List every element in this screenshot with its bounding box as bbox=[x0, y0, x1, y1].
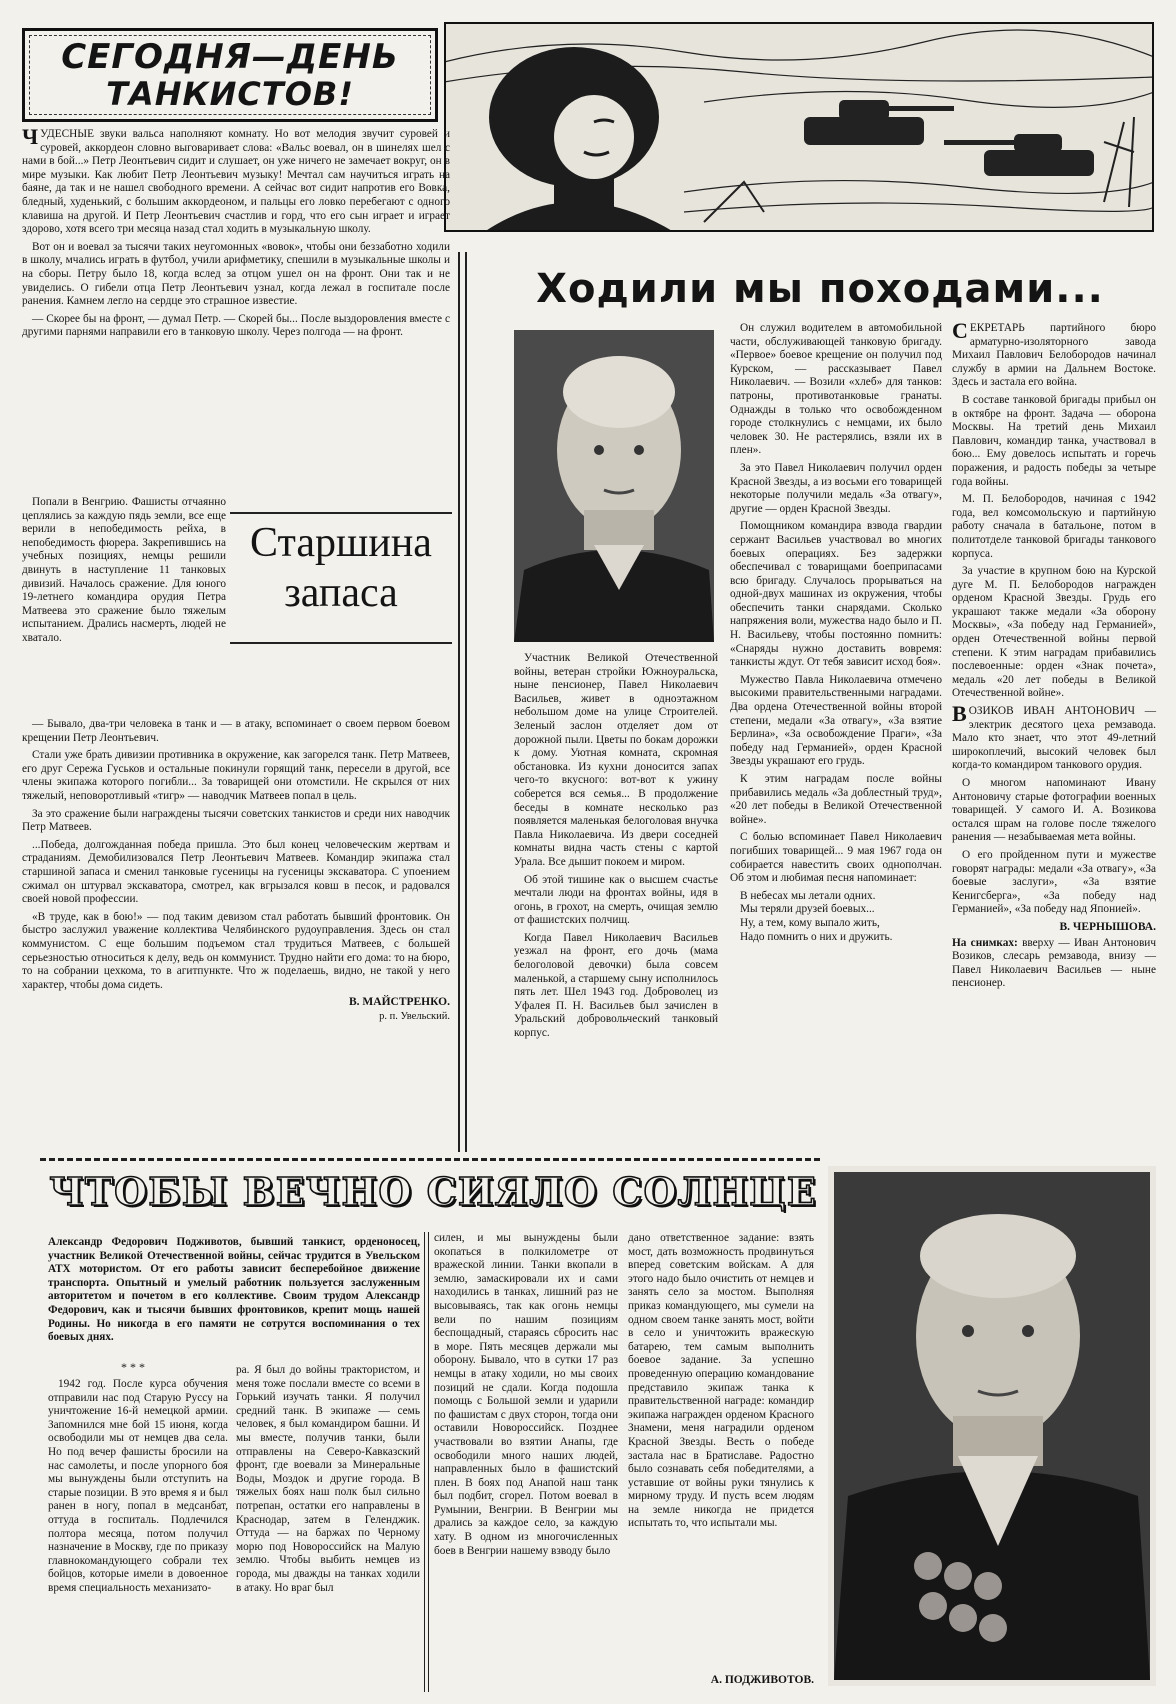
banner-line1: СЕГОДНЯ—ДЕНЬ bbox=[61, 37, 399, 77]
article2-paragraph: Помощником командира взвода гвардии сержант Васильев участвовал во многих боевых операциях. Без задержки обеспечивал с товарищами боеприпасами всю бригаду. Случалось прорываться на одной-двух машинах из окружения, чтобы обеспечить танки снарядами. Сколько напряжения воли, мужества надо было и П. Н. Васильеву, чтобы постоянно помнить: «Снаряды нужно доставить вовремя: танкисты ждут. От тебя зависит исход боя». bbox=[730, 520, 942, 669]
portrait-svg bbox=[514, 330, 714, 642]
article3-col3: силен, и мы вынуждены были окопаться в полкилометре от вражеской линии. Танки вкопали в землю, замаскировали их и сами находились в танках, лишний раз не высовываясь, так как огонь немцы вели по нашим позициям беспощадный, стараясь сбросить нас в море. Пять месяцев держали мы оборону. Бывало, что в сутки 17 раз немцы в атаку ходили, но мы своих позиций не сдали. Когда подошла помощь с Большой земли и ударили по фашистам с двух сторон, тогда они оставили Новороссийск. Позднее участвовали во взятии Анапы, где освободили много наших людей, направленных было в фашистский плен. В боях под Анапой наш танк был подбит, сгорел. Потом воевал в Румынии, Венгрии. В Венгрии мы дрались за каждое село, за каждую хату. В одном из многочисленных боев в Венгрии нашему взводу было bbox=[434, 1232, 618, 1557]
article2-author: В. ЧЕРНЫШОВА. bbox=[1059, 920, 1156, 933]
article2-paragraph: О многом напоминают Ивану Антоновичу старые фотографии военных товарищей. У самого И. А. Возикова остался шрам на голове после тяжелого ранения — незабываемая мета войны. bbox=[952, 777, 1156, 844]
article1-paragraph: — Бывало, два-три человека в танк и — в атаку, вспоминает о своем первом боевом крещении Петр Леонтьевич. bbox=[22, 718, 450, 744]
article3-col4: дано ответственное задание: взять мост, дать возможность продвинуться вперед советским войскам. А для этого надо было очистить от немцев и занять село за мостом. Выполняя приказ командующего, мы сумели на одном своем танке занять мост, войти в село и уничтожить вражескую батарею, тем самым выполнить боевое задание. За успешно проведенную операцию командование представило экипаж танка к правительственной награде: командир экипажа награжден орденом Красного Знамени, меня наградили орденом Красной Звезды. Весть о победе застала нас в Братиславе. Радостно было сознавать себя победителями, а уставшие от войны руки тянулись к мирному труду. И пусть всем людям на земле никогда не придется испытать то, что испытали мы. bbox=[628, 1232, 814, 1530]
column-divider bbox=[458, 252, 467, 1152]
portrait-svg bbox=[828, 1166, 1156, 1686]
article3-title: ЧТОБЫ ВЕЧНО СИЯЛО СОЛНЦЕ bbox=[49, 1169, 817, 1214]
article2-photo-note: На снимках: вверху — Иван Антонович Возиков, слесарь ремзавода, внизу — Павел Николаевич Васильев — ныне пенсионер. bbox=[952, 936, 1157, 990]
article1-body-lower bbox=[22, 718, 450, 1023]
article3-col1: 1942 год. После курса обучения отправили нас под Старую Руссу на уничтожение 16-й немецкой армии. Запомнился мне бой 15 июня, когда освободили мы от немцев два села. Но под вечер фашисты бросили на нас самолеты, и после упорного боя мы вынуждены были отступить на старые позиции. В это время я и был ранен в ногу, попал в медсанбат, оттуда в госпиталь. Подлечился полтора месяца, потом получил назначение в Москву, где по приказу главнокомандующего собрали тех бойцов, которые имели в довоенное время специальность механизато- bbox=[48, 1378, 228, 1594]
poem-line: Мы теряли друзей боевых... bbox=[740, 903, 875, 916]
drop-cap: Ч bbox=[22, 124, 39, 149]
article1-paragraph: ...Победа, долгожданная победа пришла. Это был конец человеческим жертвам и страданиям. Демобилизовался Петр Леонтьевич Матвеев. Командир экипажа стал старшиной запаса и сменил танковые гусеницы на гусеницы экскаватора. С упоением сжимал он штурвал экскаватора, смотрел, как вгрызался ковш в песок, и радовался своей новой профессии. bbox=[22, 838, 450, 906]
article2-paragraph: Мужество Павла Николаевича отмечено высокими правительственными наградами. Два ордена Отечественной войны второй степени, медали «За отвагу», «За взятие Берлина», «За освобождение Праги», «За победу над Германией», орден Красной Звезды украшают его грудь. bbox=[730, 673, 942, 768]
article1-paragraph: Стали уже брать дивизии противника в окружение, как загорелся танк. Петр Матвеев, его друг Сережа Гуськов и остальные покинули горящий танк, пересели в другой, все члены экипажа которого погибли... За товарищей они отомстили. Не скрылся от них тяжелый, неповоротливый «тигр» — наводчик Матвеев попал в цель. bbox=[22, 749, 450, 802]
poem-line: Надо помнить о них и дружить. bbox=[740, 930, 893, 943]
article2-poem bbox=[740, 890, 942, 944]
article2-col3 bbox=[952, 318, 1157, 995]
article2-col2 bbox=[730, 322, 942, 948]
section-divider bbox=[40, 1158, 820, 1161]
article2-paragraph: Когда Павел Николаевич Васильев уезжал на фронт, его дочь (мама белоголовой девочки) была совсем маленькой, а старшему сыну исполнилось пять лет. Шел 1943 год. Доброволец из Уфалея П. Н. Васильев был зачислен в Уральский добровольческий танковый корпус. bbox=[514, 931, 718, 1040]
article1-paragraph: «В труде, как в бою!» — под таким девизом стал работать бывший фронтовик. Он быстро заслужил уважение коллектива Челябинского рудоуправления. Здесь он стал коммунистом. С еще большим подъемом стал трудиться Матвеев, с большей серьезностью относиться к делу, ведь он коммунист. Трудно найти его дома: то на бюро, то на собрании цехкома, то в агитпункте. Что ж поделаешь, видно, не такой у него характер, чтобы дома сидеть. bbox=[22, 910, 450, 991]
article2-paragraph: СЕКРЕТАРЬ партийного бюро арматурно-изоляторного завода Михаил Павлович Белобородов начинал службу в армии на Дальнем Востоке. Здесь и застала его война. bbox=[952, 318, 1156, 389]
article3-author: А. ПОДЖИВОТОВ. bbox=[710, 1674, 814, 1686]
article1-body bbox=[22, 124, 450, 344]
article1-author: В. МАЙСТРЕНКО. bbox=[348, 996, 450, 1009]
article2-paragraph: Он служил водителем в автомобильной части, обслуживающей танковую бригаду. «Первое» боевое крещение он получил под Курском, — рассказывает Павел Николаевич. — Возили «хлеб» для танков: патроны, противотанковые гранаты. Однажды в только что освобожденном городе столкнулись с немцами, их было человек 30. Не растерялись, взяли их в плен». bbox=[730, 322, 942, 457]
banner-frame bbox=[22, 28, 438, 122]
article1-paragraph: — Скорее бы на фронт, — думал Петр. — Скорей бы... После выздоровления вместе с другими парнями направили его в танковую школу. Через полгода — на фронт. bbox=[22, 312, 450, 339]
article2-paragraph: В составе танковой бригады прибыл он в октябре на фронт. Задача — оборона Москвы. На третий день Михаил Павлович, командир танка, участвовал в бою... Ему довелось испытать и горечь поражения, и радость победы за четыре года войны. bbox=[952, 393, 1156, 488]
tankman-drawing bbox=[444, 22, 1154, 232]
poem-line: В небесах мы летали одних. bbox=[740, 889, 876, 902]
drop-cap: С bbox=[952, 318, 968, 343]
article1-title-line2: запаса bbox=[284, 570, 398, 616]
vozikov-photo bbox=[514, 330, 714, 642]
banner-line2: ТАНКИСТОВ! bbox=[106, 75, 354, 113]
article1-title-box bbox=[230, 512, 452, 644]
article2-caption: Участник Великой Отечественной войны, ветеран стройки Южноуральска, ныне пенсионер, Павел Николаевич Васильев, живет в одноэтажном небольшом доме на улице Строителей. Зеленый заслон отделяет дом от дорожной пыли. Цветы по бокам дорожки к дому. Уютная комната, скромная обстановка. Из кухни доносится запах чего-то вкусного: вот-вот к ужину соберется вся семья... В продолжение беседы в комнате несколько раз появляется маленькая белоголовая внучка Павла Николаевича. Из двери соседней комнаты видна часть стены с картой Урала. Все дышит покоем и миром. bbox=[514, 652, 718, 868]
article2-paragraph: Об этой тишине как о высшем счастье мечтали люди на фронтах войны, идя в огонь, в грохот, на смерть, очищая землю от фашистских полчищ. bbox=[514, 873, 718, 927]
tankman-illustration bbox=[444, 22, 1154, 232]
column-divider bbox=[424, 1232, 429, 1692]
article2-col1 bbox=[514, 652, 718, 1045]
article1-body-wrap bbox=[22, 496, 226, 646]
article3-col2: ра. Я был до войны трактористом, и меня тоже послали вместе со всеми в Горький изучать танки. Я получил средний танк. В экипаже — семь человек, я был командиром башни. И мы вместе, получив танки, были отправлены на Северо-Кавказский фронт, где воевали за Минеральные Воды, Моздок и другие города. В тяжелых боях наш полк был сильно потрепан, остатки его направлены в Краснодар, затем в Геленджик. Оттуда — на баржах по Черному морю под Новороссийск на Малую землю. Чтобы выбить немцев из города, мы дважды на танках ходили в атаку. Но враг был bbox=[236, 1364, 420, 1594]
article2-title: Ходили мы походами... bbox=[536, 266, 1104, 312]
article3-stars: * * * bbox=[121, 1360, 145, 1374]
drop-cap: В bbox=[952, 701, 967, 727]
article1-title-line1: Старшина bbox=[250, 520, 432, 566]
article3-lead: Александр Федорович Подживотов, бывший танкист, орденоносец, участник Великой Отечественной войны, сейчас трудится в Увельском АТХ мотористом. От его работы зависит бесперебойное движение транспорта. Опытный и умелый работник пользуется заслуженным авторитетом и почетом в его коллективе. Своим трудом Александр Федорович, как и тысячи бывших фронтовиков, крепит мощь нашей Родины. Но никогда в его памяти не сотрутся воспоминания о тех боевых днях. bbox=[48, 1236, 420, 1344]
article2-paragraph: За участие в крупном бою на Курской дуге М. П. Белобородов награжден орденом Красной Звезды. Грудь его украшают также медали «За оборону Москвы», «За победу над Германией», орден Отечественной войны первой степени. К этим наградам прибавились послевоенные: орден «Знак почета», медаль «20 лет победы в Великой Отечественной войне». bbox=[952, 565, 1156, 700]
article1-place: р. п. Увельский. bbox=[379, 1010, 450, 1022]
article2-paragraph: ВОЗИКОВ ИВАН АНТОНОВИЧ — электрик десятого цеха ремзавода. Мало кто знает, что этот 49-летний широкоплечий, высокий человек был когда-то командиром танкового орудия. bbox=[952, 701, 1156, 772]
vasiliev-photo bbox=[828, 1166, 1156, 1686]
article2-paragraph: К этим наградам после войны прибавились медаль «За доблестный труд», «20 лет победы в Великой Отечественной войне». bbox=[730, 773, 942, 826]
article1-paragraph: За это сражение были награждены тысячи советских танкистов и среди них наводчик Петр Матвеев. bbox=[22, 807, 450, 834]
article2-paragraph: О его пройденном пути и мужестве говорят награды: медали «За отвагу», «За боевые заслуги», «За взятие Кенигсберга», «За победу над Германией», «За победу над Японией». bbox=[952, 848, 1156, 916]
article1-paragraph: ЧУДЕСНЫЕ звуки вальса наполняют комнату. Но вот мелодия звучит суровей и суровей, аккордеон словно выговаривает слова: «Вальс воевал, он в шинелях шел с нами в бой...» Петр Леонтьевич сидит и слушает, он уже ничего не замечает вокруг, он в мире музыки. Как любит Петр Леонтьевич музыку! Мечтал сам научиться играть на баяне, да так и не нашел свободного времени. А сейчас вот сидит напротив его Вовка, бледный, худенький, с большим аккордеоном, и пальцы его ловко перебегают с одного клавиша на другой. И Петр Леонтьевич счастлив и горд, что его сын играет и играет здорово, хотя всего три месяца назад стал ходить в музыкальную школу. bbox=[22, 124, 450, 236]
article1-paragraph: Попали в Венгрию. Фашисты отчаянно цеплялись за каждую пядь земли, все еще верили в непобедимость рейха, в непобедимость фюрера. Закрепившись на учебных позициях, немцы решили двинуть в наступление 11 танковых дивизий. Началось сражение. Для юного 19-летнего командира орудия Петра Матвеева это сражение было тяжелым испытанием. Дрались насмерть, людей не хватало. bbox=[22, 496, 226, 644]
article2-paragraph: За это Павел Николаевич получил орден Красной Звезды, а из восьми его товарищей некоторые получили медаль «За отвагу», другие — орден Красной Звезды. bbox=[730, 461, 942, 515]
article1-paragraph: Вот он и воевал за тысячи таких неугомонных «вовок», чтобы они беззаботно ходили в школу, мчались играть в футбол, учили арифметику, спешили в музыкальные школы и на сборы. Петру было 18, когда вслед за отцом ушел он на фронт. Они так и не увиделись. О гибели отца Петр Леонтьевич узнал, когда лежал в госпитале после ранения. Камнем легло на сердце это страшное известие. bbox=[22, 240, 450, 308]
article2-paragraph: М. П. Белобородов, начиная с 1942 года, вел комсомольскую и партийную работу сначала в батальоне, потом в политотделе танковой бригады танкового корпуса. bbox=[952, 493, 1156, 560]
poem-line: Ну, а тем, кому выпало жить, bbox=[740, 916, 880, 929]
article2-paragraph: С болью вспоминает Павел Николаевич погибших товарищей... 9 мая 1967 года он собирается навестить своих однополчан. Об этом и любимая песня напоминает: bbox=[730, 831, 942, 885]
